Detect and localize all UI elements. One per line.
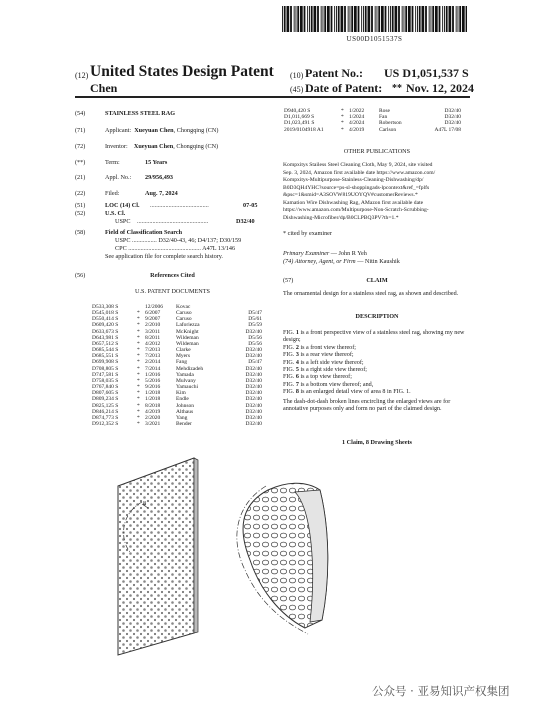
ref-date: 6/2007 xyxy=(145,310,161,317)
barcode-bar xyxy=(307,6,308,32)
description-title: DESCRIPTION xyxy=(355,313,399,320)
ref-number: D758,035 S xyxy=(92,377,119,384)
inventor-line: Inventor: Xueyuan Chen, Chongqing (CN) xyxy=(105,143,219,150)
description-item: FIG. 6 is a top view thereof; xyxy=(283,374,352,381)
rag-panel xyxy=(118,458,194,655)
filed-value: Aug. 7, 2024 xyxy=(145,190,178,197)
description-item: FIG. 8 is an enlarged detail view of area 8 in FIG. 1. xyxy=(283,389,411,396)
ref-date: 1/2018 xyxy=(145,390,161,397)
ref-star: * xyxy=(137,322,140,329)
ref-name: Bender xyxy=(176,420,192,427)
ref-date: 2/2020 xyxy=(145,414,161,421)
header-code-45: (45) xyxy=(290,85,304,94)
barcode-bar xyxy=(444,6,445,32)
barcode-bar xyxy=(429,6,430,32)
ref-class: D32/40 xyxy=(444,114,461,121)
barcode-bar xyxy=(375,6,376,32)
ref-number: D699,908 S xyxy=(92,359,119,366)
barcode-bar xyxy=(425,6,427,32)
barcode-bar xyxy=(282,6,283,32)
barcode-number: US00D1051537S xyxy=(346,35,403,43)
applicant-line: Applicant: Xueyuan Chen, Chongqing (CN) xyxy=(105,127,219,134)
us-patent-docs-title: U.S. PATENT DOCUMENTS xyxy=(135,288,210,295)
ref-name: Yamauchi xyxy=(176,384,199,391)
ref-label-8: 8 xyxy=(143,500,147,507)
ref-date: 12/2006 xyxy=(145,304,164,310)
field-54-num: (54) xyxy=(75,110,86,117)
ref-class: D32/40 xyxy=(444,108,461,114)
ref-class: D32/40 xyxy=(245,420,262,427)
barcode-bar xyxy=(462,6,465,32)
uspc-value: D32/40 xyxy=(236,218,255,225)
ref-number: D807,605 S xyxy=(92,390,119,397)
ref-class: D32/40 xyxy=(245,402,262,409)
description-item: FIG. 4 is a left side view thereof; xyxy=(283,359,364,366)
ref-name: Mehdizadeh xyxy=(176,365,204,372)
patent-type-title: United States Design Patent xyxy=(90,63,274,80)
attorney-line: (74) Attorney, Agent, or Firm — Nitin Kaushik xyxy=(283,258,400,265)
field-71-num: (71) xyxy=(75,127,86,134)
barcode-bar xyxy=(439,6,441,32)
barcode-bar xyxy=(365,6,367,32)
barcode-bar xyxy=(385,6,387,32)
description-tail: The dash-dot-dash broken lines encircling the enlarged views are for annotative purposes only and form no part of the claimed design. xyxy=(283,399,451,413)
ref-star: * xyxy=(137,310,140,317)
date-of-patent: Nov. 12, 2024 xyxy=(406,81,475,95)
ref-date: 4/2024 xyxy=(349,120,365,127)
barcode-bar xyxy=(449,6,452,32)
ref-class: D5/56 xyxy=(248,334,262,341)
design-title: STAINLESS STEEL RAG xyxy=(105,110,176,117)
barcode-bar xyxy=(368,6,371,32)
references-cited-title: References Cited xyxy=(150,272,195,279)
field-22-num: (22) xyxy=(75,190,86,197)
ref-number: D874,773 S xyxy=(92,414,119,421)
ref-date: 1/2018 xyxy=(145,396,161,403)
barcode-bar xyxy=(466,6,467,32)
cited-by-examiner: * cited by examiner xyxy=(283,230,332,237)
ref-class: D32/40 xyxy=(245,371,262,378)
field-52-num: (52) xyxy=(75,210,86,217)
barcode-bar xyxy=(398,6,400,32)
barcode-bar xyxy=(294,6,295,32)
ref-star: * xyxy=(341,120,344,127)
left-references-table xyxy=(92,304,262,427)
barcode-bar xyxy=(348,6,349,32)
other-pub-line: Kompxitys-Multipurpose-Stainless-Cleaning-Dishwashing/dp/ xyxy=(283,177,424,183)
us-cl-label: U.S. Cl. xyxy=(105,210,126,217)
description-item: FIG. 5 is a right side view thereof; xyxy=(283,367,367,374)
barcode-bar xyxy=(419,6,421,32)
ref-date: 7/2014 xyxy=(145,365,161,372)
appl-no-label: Appl. No.: xyxy=(105,174,132,181)
barcode-bar xyxy=(331,6,333,32)
barcode-bar xyxy=(297,6,299,32)
term-label: Term: xyxy=(105,159,120,166)
appl-no-value: 29/956,493 xyxy=(145,174,174,181)
ref-star: * xyxy=(137,384,140,391)
ref-date: 2/2014 xyxy=(145,359,161,366)
ref-name: Carlson xyxy=(379,126,397,133)
description-item: FIG. 7 is a bottom view thereof; and, xyxy=(283,381,374,388)
barcode-bar xyxy=(350,6,351,32)
barcode-bar xyxy=(344,6,346,32)
ref-star: * xyxy=(137,414,140,421)
barcode-bar xyxy=(408,6,411,32)
ref-date: 7/2013 xyxy=(145,353,161,360)
barcode-bar xyxy=(381,6,384,32)
ref-name: Johnson xyxy=(176,402,195,409)
ref-star: * xyxy=(137,377,140,384)
header-code-10: (10) xyxy=(290,71,304,80)
field-term-num: (**) xyxy=(75,159,86,166)
ref-class: D32/40 xyxy=(245,365,262,372)
barcode-bar xyxy=(327,6,330,32)
barcode-bar xyxy=(446,6,448,32)
ref-number: D767,840 S xyxy=(92,384,119,391)
barcode-bar xyxy=(361,6,362,32)
ref-star: * xyxy=(137,347,140,354)
ref-star: * xyxy=(137,328,140,335)
ref-number: D633,673 S xyxy=(92,328,119,335)
barcode-bar xyxy=(341,6,344,32)
rag-edge xyxy=(194,458,198,633)
ref-class: D32/40 xyxy=(245,408,262,415)
description-item: FIG. 1 is a front perspective view of a stainless steel rag, showing my new design; xyxy=(283,330,465,344)
patent-number: US D1,051,537 S xyxy=(384,66,469,80)
ref-number: D708,805 S xyxy=(92,365,119,372)
field-57-num: (57) xyxy=(283,277,294,284)
barcode-bar xyxy=(377,6,378,32)
ref-class: A47L 17/08 xyxy=(434,126,461,133)
ref-class: D32/40 xyxy=(444,120,461,127)
ref-class: D5/59 xyxy=(248,322,262,329)
uspc-label: USPC xyxy=(115,218,131,225)
barcode-bar xyxy=(405,6,407,32)
ref-star: * xyxy=(137,420,140,427)
ref-number: D809,234 S xyxy=(92,396,119,403)
ref-name: Kim xyxy=(176,390,186,397)
barcode-bar xyxy=(412,6,414,32)
ref-star: * xyxy=(341,126,344,133)
barcode-bar xyxy=(458,6,459,32)
ref-number: D846,214 S xyxy=(92,408,119,415)
ref-number: D533,308 S xyxy=(92,304,119,310)
ref-class: D32/40 xyxy=(245,414,262,421)
ref-name: Wildeman xyxy=(176,340,199,347)
ref-date: 7/2013 xyxy=(145,347,161,354)
ref-class: D32/40 xyxy=(245,328,262,335)
ref-star: * xyxy=(137,340,140,347)
other-pub-line: Sep. 3, 2024, Amazon first available date https://www.amazon.com/ xyxy=(283,169,436,176)
barcode-bar xyxy=(415,6,416,32)
ref-name: Myers xyxy=(176,353,191,360)
ref-date: 9/2007 xyxy=(145,316,161,323)
barcode-bar xyxy=(358,6,360,32)
ref-date: 9/2016 xyxy=(145,384,161,391)
field-search-cpc: CPC ............................................... A47L 13/146 xyxy=(115,245,236,252)
barcode-bar xyxy=(452,6,454,32)
ref-name: Kovac xyxy=(176,304,191,310)
ref-date: 3/2011 xyxy=(145,328,161,335)
right-references-table xyxy=(284,108,461,133)
ref-class: D32/40 xyxy=(245,347,262,354)
ref-star: * xyxy=(137,316,140,323)
barcode-bar xyxy=(402,6,403,32)
ref-number: 2019/0104918 A1 xyxy=(284,126,324,133)
ref-date: 4/2019 xyxy=(145,408,161,415)
ref-date: 3/2021 xyxy=(145,420,161,427)
claim-text: The ornamental design for a stainless steel rag, as shown and described. xyxy=(283,291,459,297)
ref-star: * xyxy=(137,371,140,378)
ref-date: 8/2011 xyxy=(145,334,161,341)
ref-name: Wildeman xyxy=(176,334,199,341)
detail-view xyxy=(237,483,328,634)
ref-number: D657,512 S xyxy=(92,340,119,347)
ref-date: 4/2019 xyxy=(349,126,365,133)
ref-date: 1/2024 xyxy=(349,114,365,121)
ref-number: D643,981 S xyxy=(92,334,119,341)
ref-name: Robertson xyxy=(379,120,402,127)
ref-number: D825,125 S xyxy=(92,402,119,409)
barcode-bar xyxy=(422,6,425,32)
barcode-bar xyxy=(431,6,432,32)
ref-name: Yamada xyxy=(176,371,194,378)
inventor-surname: Chen xyxy=(90,81,118,95)
ref-star: * xyxy=(137,402,140,409)
ref-name: Althaus xyxy=(176,408,194,415)
filed-label: Filed: xyxy=(105,190,120,197)
term-stars: ** xyxy=(392,83,402,94)
claims-summary: 1 Claim, 8 Drawing Sheets xyxy=(342,439,412,446)
uspc-dots: .............................................. xyxy=(137,218,209,225)
ref-number: D912,352 S xyxy=(92,420,119,427)
watermark: 公众号 · 亚易知识产权集团 xyxy=(372,684,510,698)
date-of-patent-label: Date of Patent: xyxy=(305,81,383,95)
other-pub-line: Kompxitys Stailess Steel Cleaning Cloth, May 9, 2024, site visited xyxy=(283,162,433,168)
barcode xyxy=(282,6,467,32)
ref-number: D609,420 S xyxy=(92,322,119,329)
field-72-num: (72) xyxy=(75,143,86,150)
loc-dots: ...................................... xyxy=(150,202,209,209)
ref-star: * xyxy=(137,396,140,403)
field-21-num: (21) xyxy=(75,174,86,181)
field-56-num: (56) xyxy=(75,272,86,279)
header-rule xyxy=(75,96,470,98)
ref-star: * xyxy=(137,334,140,341)
barcode-bar xyxy=(323,6,324,32)
ref-class: D32/40 xyxy=(245,396,262,403)
ref-name: Fan xyxy=(379,114,388,121)
barcode-bar xyxy=(351,6,353,32)
ref-star: * xyxy=(341,108,344,114)
reference-row xyxy=(284,127,461,133)
barcode-bar xyxy=(363,6,364,32)
ref-number: D550,414 S xyxy=(92,316,119,323)
other-pubs-list xyxy=(283,162,435,222)
ref-star: * xyxy=(341,114,344,121)
ref-date: 1/2022 xyxy=(349,108,365,114)
ref-name: McKnight xyxy=(176,328,199,335)
ref-number: D940,420 S xyxy=(284,108,311,114)
ref-name: Rose xyxy=(379,108,390,114)
ref-class: D5/47 xyxy=(248,310,262,317)
ref-date: 5/2016 xyxy=(145,377,161,384)
barcode-bar xyxy=(309,6,310,32)
ref-name: Clarke xyxy=(176,347,191,354)
barcode-bar xyxy=(287,6,290,32)
description-list xyxy=(283,330,471,397)
rag-drawing xyxy=(90,450,350,660)
field-51-num: (51) xyxy=(75,202,86,209)
ref-name: Yang xyxy=(176,414,188,421)
barcode-bar xyxy=(459,6,461,32)
barcode-bar xyxy=(300,6,303,32)
field-search-uspc: USPC ................ D32/40-43, 46; D4/137; D30/159 xyxy=(115,237,242,244)
ref-number: D1,023,491 S xyxy=(284,120,315,127)
description-item: FIG. 3 is a rear view thereof; xyxy=(283,352,354,359)
barcode-bar xyxy=(442,6,443,32)
barcode-bar xyxy=(336,6,337,32)
barcode-bar xyxy=(334,6,335,32)
field-search-label: Field of Classification Search xyxy=(105,229,183,236)
ref-name: Mulvany xyxy=(176,377,196,384)
barcode-bar xyxy=(432,6,434,32)
barcode-bar xyxy=(314,6,317,32)
barcode-bar xyxy=(304,6,306,32)
ref-date: 8/2018 xyxy=(145,402,161,409)
ref-date: 2/2010 xyxy=(145,322,161,329)
term-value: 15 Years xyxy=(145,159,168,166)
other-pub-line: &psc=1&smid=A3SOVW819UOYQV#customerReviews.* xyxy=(283,192,418,198)
ref-class: D5/61 xyxy=(248,316,262,323)
barcode-bar xyxy=(324,6,326,32)
ref-number: D747,581 S xyxy=(92,371,119,378)
barcode-bar xyxy=(435,6,438,32)
ref-name: Caruso xyxy=(176,316,192,323)
header-code-12: (12) xyxy=(75,71,89,80)
barcode-bar xyxy=(371,6,373,32)
barcode-bar xyxy=(354,6,357,32)
ref-class: D5/47 xyxy=(248,359,262,366)
ref-star: * xyxy=(137,390,140,397)
ref-class: D5/56 xyxy=(248,340,262,347)
other-pub-line: Dishwashing-Microfiber/dp/B0CLPBQ3PV?th=1.* xyxy=(283,214,399,221)
ref-star: * xyxy=(137,365,140,372)
ref-class: D32/40 xyxy=(245,390,262,397)
barcode-bar xyxy=(390,6,391,32)
barcode-bar xyxy=(338,6,340,32)
reference-row xyxy=(92,421,262,427)
ref-number: D1,011,669 S xyxy=(284,114,315,121)
barcode-bar xyxy=(296,6,297,32)
ref-class: D32/40 xyxy=(245,384,262,391)
ref-date: 4/2012 xyxy=(145,340,161,347)
ref-number: D685,551 S xyxy=(92,353,119,360)
barcode-bar xyxy=(321,6,322,32)
barcode-bar xyxy=(317,6,319,32)
barcode-bar xyxy=(311,6,313,32)
barcode-bar xyxy=(395,6,398,32)
ref-star: * xyxy=(137,353,140,360)
description-item: FIG. 2 is a front view thereof; xyxy=(283,344,356,351)
barcode-bar xyxy=(417,6,418,32)
loc-value: 07-05 xyxy=(243,202,258,209)
patent-no-label: Patent No.: xyxy=(305,66,363,80)
ref-name: Fang xyxy=(176,359,187,366)
ref-name: Endle xyxy=(176,396,189,403)
ref-number: D685,544 S xyxy=(92,347,119,354)
barcode-bar xyxy=(392,6,394,32)
other-pub-line: Kamation Wire Dishwashing Rag, AMazon first available date xyxy=(283,199,424,206)
barcode-bar xyxy=(284,6,286,32)
other-pub-line: https://www.amazon.com/Multipurpose-Non-Scratch-Scrubbing- xyxy=(283,207,429,213)
barcode-bar xyxy=(456,6,457,32)
other-pub-line: B0D3QH4YHC?source=ps-sl-shoppingads-lpcontext&ref_=fplfs xyxy=(283,184,430,191)
claim-title: CLAIM xyxy=(366,277,388,284)
other-pubs-title: OTHER PUBLICATIONS xyxy=(343,148,411,155)
field-search-note: See application file for complete search history. xyxy=(105,253,223,260)
ref-star: * xyxy=(137,408,140,415)
ref-number: D545,018 S xyxy=(92,310,119,317)
field-58-num: (58) xyxy=(75,229,86,236)
barcode-bar xyxy=(388,6,389,32)
barcode-bar xyxy=(290,6,292,32)
ref-name: Caruso xyxy=(176,310,192,317)
primary-examiner-line: Primary Examiner — John R Yeh xyxy=(283,250,367,257)
loc-label: LOC (14) Cl. xyxy=(105,202,140,209)
ref-class: D32/40 xyxy=(245,353,262,360)
ref-star: * xyxy=(137,359,140,366)
ref-class: D32/40 xyxy=(245,377,262,384)
ref-date: 1/2016 xyxy=(145,371,161,378)
ref-name: Laforiezza xyxy=(176,322,200,329)
barcode-bar xyxy=(378,6,380,32)
barcode-bar xyxy=(404,6,405,32)
